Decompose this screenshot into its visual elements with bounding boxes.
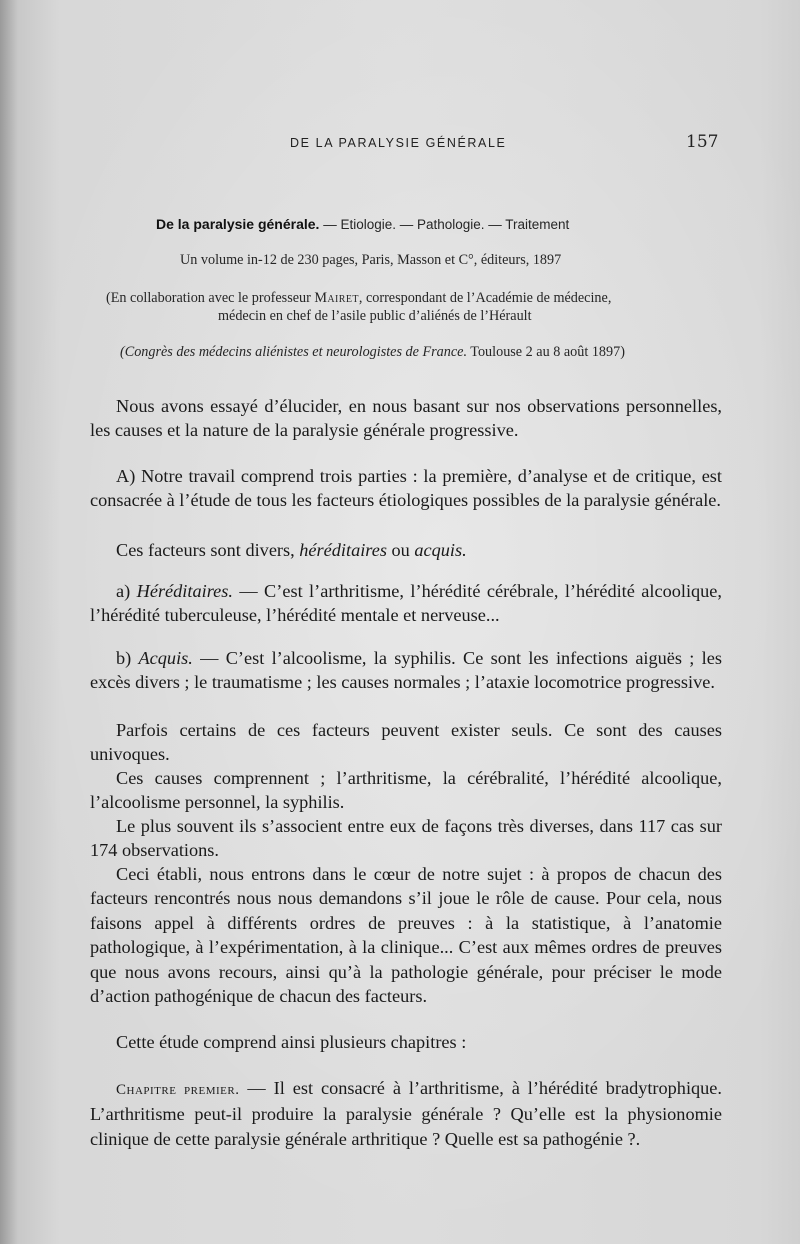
entry-title-line: [156, 216, 569, 234]
factors-acquired: acquis.: [414, 540, 467, 560]
chapter-one-label: Chapitre premier.: [116, 1082, 240, 1098]
paragraph-associations: Le plus souvent ils s’associent entre eux de façons très diverses, dans 117 cas sur 174 observations.: [90, 816, 722, 861]
entry-collaboration-line2: médecin en chef de l’asile public d’aliénés de l’Hérault: [218, 308, 532, 324]
factors-hereditary: héréditaires: [299, 540, 387, 560]
hereditary-text: — C’est l’arthritisme, l’hérédité cérébrale, l’hérédité alcoolique, l’hérédité tuberculeuse, l’hérédité mentale et nerveuse...: [90, 581, 722, 626]
entry-volume: Un volume in-12 de 230 pages, Paris, Masson et C°, éditeurs, 1897: [180, 252, 562, 268]
paragraph-chapter-one: [90, 1076, 722, 1151]
paragraph-part-a: A) Notre travail comprend trois parties : la première, d’analyse et de critique, est consacrée à l’étude de tous les facteurs étiologiques possibles de la paralysie générale.: [90, 466, 722, 511]
congress-rest: Toulouse 2 au 8 août 1897): [467, 344, 625, 360]
collab-prefix: (En collaboration avec le professeur: [106, 290, 315, 306]
paragraph-core-subject: Ceci établi, nous entrons dans le cœur de notre sujet : à propos de chacun des facteurs rencontrés nous nous demandons s’il joue le rôle de cause. Pour cela, nous faisons appel à différents ordres de preuves : à la statistique, à l’anatomie pathologique, à l’expérimentation, à la clinique... C’est aux mêmes ordres de preuves que nous avons recours, ainsi qu’à la pathologie générale, pour préciser le mode d’action pathogénique de chacun des facteurs.: [90, 864, 722, 1007]
factors-or: ou: [386, 540, 415, 560]
paragraph-causes: Ces causes comprennent ; l’arthritisme, la cérébralité, l’hérédité alcoolique, l’alcoolisme personnel, la syphilis.: [90, 768, 722, 813]
paragraph-factors: [90, 538, 722, 562]
acquired-text: — C’est l’alcoolisme, la syphilis. Ce sont les infections aiguës ; les excès divers ; le traumatisme ; les causes normales ; l’ataxie locomotrice progressive.: [90, 648, 722, 693]
running-head: DE LA PARALYSIE GÉNÉRALE: [290, 136, 507, 150]
hereditary-marker: a): [116, 581, 137, 601]
collab-name: Mairet: [314, 290, 359, 306]
entry-title-rest: — Etiologie. — Pathologie. — Traitement: [319, 217, 570, 232]
entry-title: De la paralysie générale.: [156, 216, 320, 232]
acquired-marker: b): [116, 648, 139, 668]
congress-italic: (Congrès des médecins aliénistes et neurologistes de France.: [120, 344, 467, 360]
entry-collaboration-line1: [106, 290, 611, 307]
paragraph-chapters: Cette étude comprend ainsi plusieurs chapitres :: [116, 1032, 467, 1052]
collab-suffix: , correspondant de l’Académie de médecine,: [358, 290, 612, 306]
paragraph-hereditary: [90, 579, 722, 628]
acquired-label: Acquis.: [138, 648, 193, 668]
entry-congress: [120, 344, 625, 361]
chapter-one-text: — Il est consacré à l’arthritisme, à l’hérédité bradytrophique. L’arthritisme peut-il produire la paralysie générale ? Qu’elle est la physionomie clinique de cette paralysie générale arthritique ? Quelle est sa pathogénie ?.: [90, 1078, 722, 1149]
hereditary-label: Héréditaires.: [136, 581, 233, 601]
paragraph-univocal: Parfois certains de ces facteurs peuvent exister seuls. Ce sont des causes univoques.: [90, 720, 722, 765]
paragraph-acquired: [90, 646, 722, 695]
page-number: 157: [686, 132, 719, 152]
paragraph-intro: Nous avons essayé d’élucider, en nous basant sur nos observations personnelles, les causes et la nature de la paralysie générale progressive.: [90, 396, 722, 441]
factors-text: Ces facteurs sont divers,: [116, 540, 300, 560]
